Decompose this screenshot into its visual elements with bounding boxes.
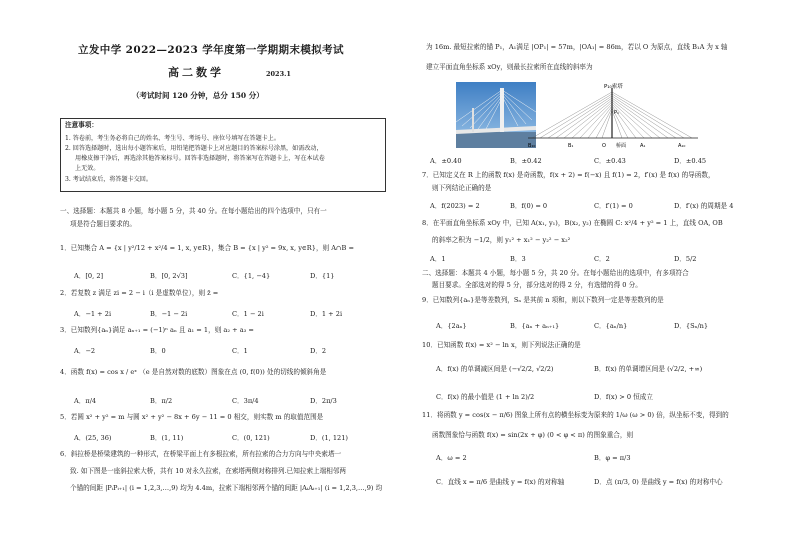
cable-stay-diagram bbox=[528, 80, 698, 152]
q7-option-c[interactable]: C．f′(1) = 0 bbox=[594, 202, 633, 210]
question-5-stem: 5．若圆 x² + y² = m 与圆 x² + y² − 8x + 6y − 11 = 0 相交，则实数 m 的取值范围是 bbox=[60, 413, 324, 421]
q8-option-a[interactable]: A．1 bbox=[430, 255, 446, 263]
question-4-stem: 4．函数 f(x) = cos x / eˣ （e 是自然对数的底数）图象在点 (0, f(0)) 处的切线的倾斜角是 bbox=[60, 368, 327, 376]
question-8-stem: 8．在平面直角坐标系 xOy 中，已知 A(x₁, y₁)，B(x₂, y₂) 在椭圆 C: x²/4 + y² = 1 上，直线 OA, OB bbox=[422, 219, 723, 227]
q5-option-d[interactable]: D．(1, 121) bbox=[310, 434, 348, 442]
notice-item: 1. 答卷前，考生务必将自己的姓名、考生号、考场号、座位号填写在答题卡上。 bbox=[65, 135, 280, 142]
notice-title: 注意事项： bbox=[65, 121, 98, 129]
q11-option-b[interactable]: B．φ = π/3 bbox=[594, 454, 631, 462]
q2-option-b[interactable]: B．−1 − 2i bbox=[150, 310, 188, 318]
label-a10: A₁₀ bbox=[678, 143, 686, 149]
question-6-line: 个锚的间距 |PᵢPᵢ₊₁| (i = 1,2,3,…,9) 均为 4.4m，拉索下端相邻两个锚的间距 |AᵢAᵢ₊₁| (i = 1,2,3,…,9) 均 bbox=[70, 484, 383, 492]
question-7-stem: 7．已知定义在 R 上的函数 f(x) 是奇函数，f(x + 2) = f(−x) 且 f(1) = 2，f′(x) 是 f(x) 的导函数， bbox=[422, 171, 715, 179]
q3-option-a[interactable]: A．−2 bbox=[74, 347, 96, 355]
q2-option-c[interactable]: C．1 − 2i bbox=[232, 310, 264, 318]
q6-option-a[interactable]: A．±0.40 bbox=[430, 157, 462, 165]
q8-option-c[interactable]: C．2 bbox=[594, 255, 610, 263]
q10-option-a[interactable]: A．f(x) 的单调减区间是 (−√2/2, √2/2) bbox=[436, 365, 554, 373]
q6-option-b[interactable]: B．±0.42 bbox=[510, 157, 542, 165]
section2-heading: 二、选择题：本题共 4 小题，每小题 5 分，共 20 分。在每小题给出的选项中，有多项符合 bbox=[422, 269, 689, 277]
q7-option-b[interactable]: B．f(0) = 0 bbox=[510, 202, 548, 210]
q4-option-c[interactable]: C．3π/4 bbox=[232, 397, 259, 405]
question-9-stem: 9．已知数列{aₙ}是等差数列，Sₙ 是其前 n 项和，则以下数列一定是等差数列的是 bbox=[422, 296, 664, 304]
q2-option-a[interactable]: A．−1 + 2i bbox=[74, 310, 112, 318]
q4-option-d[interactable]: D．2π/3 bbox=[310, 397, 337, 405]
notice-item: 2. 回答选择题时，选出每小题答案后，用铅笔把答题卡上对应题目的答案标号涂黑，如需改动， bbox=[65, 145, 323, 152]
q4-option-a[interactable]: A．π/4 bbox=[74, 397, 97, 405]
question-2-stem: 2．若复数 z 满足 zi = 2 − i（i 是虚数单位），则 z̄ = bbox=[60, 289, 219, 297]
q7-option-a[interactable]: A．f(2023) = 2 bbox=[430, 202, 480, 210]
exam-date: 2023.1 bbox=[266, 70, 291, 78]
q1-option-c[interactable]: C．{1, −4} bbox=[232, 272, 271, 280]
label-b1: B₁ bbox=[568, 143, 574, 149]
label-deck: 桥面 bbox=[616, 143, 627, 149]
anchor-p1-label: P₁ bbox=[614, 110, 620, 116]
exam-info: （考试时间 120 分钟，总分 150 分） bbox=[132, 91, 264, 100]
question-10-stem: 10．已知函数 f(x) = x² − ln x，则下列说法正确的是 bbox=[422, 341, 581, 349]
notice-box bbox=[60, 118, 386, 192]
question-6-stem: 6．斜拉桥是桥梁建筑的一种形式，在桥梁平面上有多根拉索，所有拉索的合力方向与中央索塔一 bbox=[60, 450, 342, 458]
tower-label: P₁₀索塔 bbox=[604, 84, 623, 90]
question-3-stem: 3．已知数列{aₙ}满足 aₙ₊₁ = (−1)ⁿ aₙ 且 a₁ = 1，则 a₂ + a₃ = bbox=[60, 326, 254, 334]
exam-title: 立发中学 2022—2023 学年度第一学期期末模拟考试 bbox=[78, 44, 344, 56]
q5-option-b[interactable]: B．(1, 11) bbox=[150, 434, 184, 442]
notice-item: 3. 考试结束后，将答题卡交回。 bbox=[65, 176, 152, 183]
q6-option-c[interactable]: C．±0.43 bbox=[594, 157, 626, 165]
question-6-continued: 为 16m. 最短拉索的锚 P₁，A₁满足 |OP₁| = 57m，|OA₁| = 86m，若以 O 为原点，直线 B₁A 为 x 轴 bbox=[426, 43, 728, 51]
question-1-stem: 1．已知集合 A = {x | y²/12 + x²/4 = 1, x, y∈R}，集合 B = {x | y² = 9x, x, y∈R}，则 A∩B = bbox=[60, 244, 354, 252]
question-11-line: 函数图象恰与函数 f(x) = sin(2x + φ) (0 < φ < π) 的图象重合，则 bbox=[432, 431, 634, 439]
question-11-stem: 11．将函数 y = cos(x − π/6) 图象上所有点的横坐标变为原来的 1/ω (ω > 0) 倍，纵坐标不变，得到的 bbox=[422, 411, 729, 419]
section2-heading-cont: 题目要求。全部选对的得 5 分，部分选对的得 2 分，有选错的得 0 分。 bbox=[432, 281, 642, 289]
q2-option-d[interactable]: D．1 + 2i bbox=[310, 310, 343, 318]
q1-option-b[interactable]: B．[0, 2√3] bbox=[150, 272, 188, 280]
q7-option-d[interactable]: D．f′(x) 的周期是 4 bbox=[674, 202, 734, 210]
subject-title: 高二数学 bbox=[168, 66, 224, 79]
notice-item: 上无效。 bbox=[75, 165, 100, 172]
question-8-line: 的斜率之积为 −1/2，则 y₁² + x₁² − y₂² − x₂² bbox=[432, 236, 571, 244]
label-b10: B₁₀ bbox=[528, 143, 536, 149]
q5-option-a[interactable]: A．(25, 36) bbox=[74, 434, 112, 442]
q1-option-a[interactable]: A．[0, 2] bbox=[74, 272, 104, 280]
q9-option-a[interactable]: A．{2aₙ} bbox=[436, 322, 467, 330]
q3-option-c[interactable]: C．1 bbox=[232, 347, 248, 355]
q8-option-b[interactable]: B．3 bbox=[510, 255, 526, 263]
q10-option-c[interactable]: C．f(x) 的最小值是 (1 + ln 2)/2 bbox=[436, 393, 535, 401]
label-a1: A₁ bbox=[640, 143, 646, 149]
q4-option-b[interactable]: B．π/2 bbox=[150, 397, 173, 405]
label-o: O bbox=[602, 143, 606, 149]
q6-option-d[interactable]: D．±0.45 bbox=[674, 157, 707, 165]
section1-heading: 一、选择题：本题共 8 小题，每小题 5 分，共 40 分。在每小题给出的四个选项中，只有一 bbox=[60, 207, 327, 215]
notice-item: 用橡皮擦干净后，再选涂其他答案标号。回答非选择题时，将答案写在答题卡上，写在本试卷 bbox=[75, 155, 325, 162]
q10-option-b[interactable]: B．f(x) 的单调增区间是 (√2/2, +∞) bbox=[594, 365, 703, 373]
question-6-line: 致. 如下图是一座斜拉索大桥，共有 10 对永久拉索，在索塔两侧对称排列.已知拉索上端相邻两 bbox=[70, 467, 347, 475]
q10-option-d[interactable]: D．f(x) > 0 恒成立 bbox=[594, 393, 653, 401]
q11-option-d[interactable]: D．点 (π/3, 0) 是曲线 y = f(x) 的对称中心 bbox=[594, 478, 723, 486]
q1-option-d[interactable]: D．{1} bbox=[310, 272, 335, 280]
q9-option-d[interactable]: D．{Sₙ/n} bbox=[674, 322, 709, 330]
question-6-continued: 建立平面直角坐标系 xOy，则最长拉索所在直线的斜率为 bbox=[426, 63, 593, 71]
q9-option-b[interactable]: B．{aₙ + aₙ₊₁} bbox=[510, 322, 560, 330]
q11-option-a[interactable]: A．ω = 2 bbox=[436, 454, 467, 462]
section1-heading-cont: 项是符合题目要求的。 bbox=[70, 220, 136, 228]
q8-option-d[interactable]: D．5/2 bbox=[674, 255, 697, 263]
bridge-photo bbox=[456, 82, 536, 148]
question-7-line: 则下列结论正确的是 bbox=[432, 184, 492, 192]
q3-option-b[interactable]: B．0 bbox=[150, 347, 166, 355]
q5-option-c[interactable]: C．(0, 121) bbox=[232, 434, 270, 442]
q9-option-c[interactable]: C．{aₙ/n} bbox=[594, 322, 628, 330]
q11-option-c[interactable]: C．直线 x = π/6 是曲线 y = f(x) 的对称轴 bbox=[436, 478, 565, 486]
q3-option-d[interactable]: D．2 bbox=[310, 347, 327, 355]
